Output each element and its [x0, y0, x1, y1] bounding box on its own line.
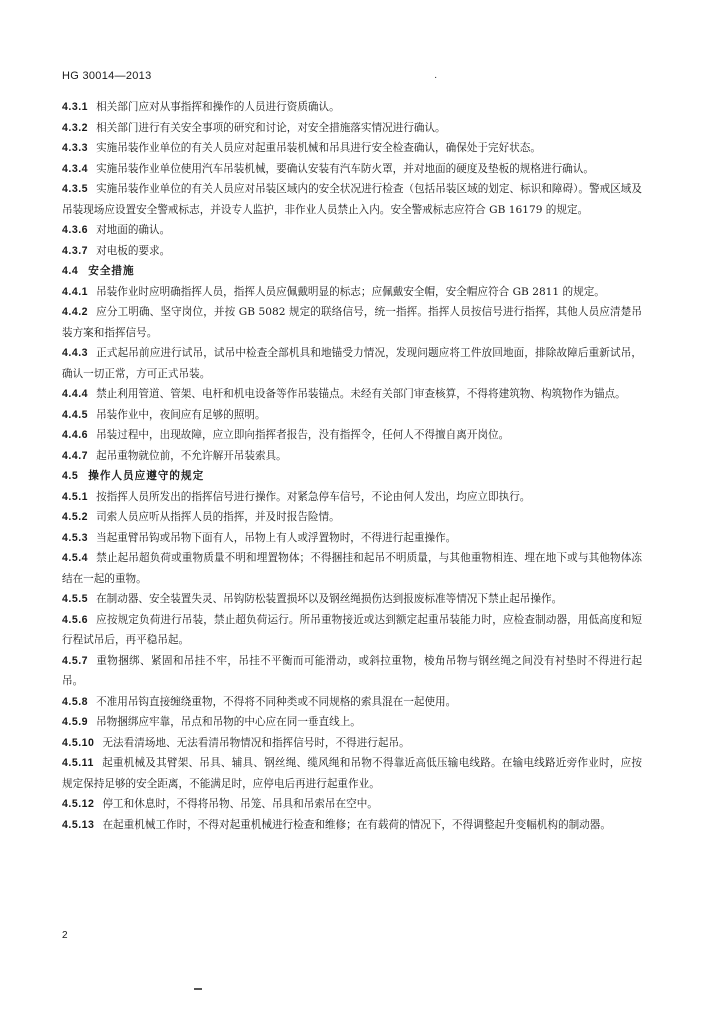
clause-paragraph	[62, 610, 642, 651]
clause-paragraph	[62, 528, 642, 549]
clause-paragraph	[62, 179, 642, 220]
clause-paragraph	[62, 548, 642, 589]
clause-number: 4.5	[62, 470, 79, 482]
clause-paragraph	[62, 97, 642, 118]
clause-paragraph	[62, 118, 642, 139]
clause-paragraph	[62, 589, 642, 610]
clause-paragraph	[62, 794, 642, 815]
clause-paragraph	[62, 138, 642, 159]
clause-text: 吊物捆绑应牢靠，吊点和吊物的中心应在同一垂直线上。	[96, 716, 361, 728]
clause-number: 4.5.1	[62, 490, 89, 503]
clause-text: 正式起吊前应进行试吊，试吊中检查全部机具和地锚受力情况，发现问题应将工件放回地面，排除故障后重新试吊，确认一切正常，方可正式吊装。	[62, 347, 642, 380]
clause-text: 对地面的确认。	[96, 224, 171, 236]
clause-number: 4.5.10	[62, 736, 95, 749]
clause-text: 在制动器、安全装置失灵、吊钩防松装置损坏以及钢丝绳损伤达到报废标准等情况下禁止起吊操作。	[96, 593, 563, 605]
clause-number: 4.5.11	[62, 757, 94, 769]
clause-text: 对电板的要求。	[96, 244, 171, 257]
clause-number: 4.3.2	[62, 121, 89, 134]
heading-text: 操作人员应遵守的规定	[88, 470, 205, 482]
clause-number: 4.5.3	[62, 531, 89, 544]
clause-number: 4.5.6	[62, 613, 89, 626]
clause-paragraph	[62, 384, 642, 405]
clause-text: 在起重机械工作时，不得对起重机械进行检查和维修；在有载荷的情况下，不得调整起升变幅机构的制动器。	[102, 818, 611, 831]
clause-text: 起吊重物就位前，不允许解开吊装索具。	[96, 449, 287, 462]
clause-text: 吊装作业中，夜间应有足够的照明。	[96, 408, 266, 421]
clause-text: 实施吊装作业单位的有关人员应对吊装区域内的安全状况进行检查（包括吊装区域的划定、标识和障碍）。警戒区域及吊装现场应设置安全警戒标志，并设专人监护，非作业人员禁止入内。安全警戒标志应符合 GB 16179 的规定。	[62, 183, 642, 216]
clause-text: 起重机械及其臂架、吊具、辅具、钢丝绳、缆风绳和吊物不得靠近高低压输电线路。在输电线路近旁作业时，应按规定保持足够的安全距离，不能满足时，应停电后再进行起重作业。	[62, 757, 642, 790]
clause-number: 4.5.9	[62, 716, 89, 728]
header-dot: ·	[434, 72, 438, 83]
clause-paragraph	[62, 282, 642, 303]
clause-number: 4.4.5	[62, 408, 89, 421]
clause-paragraph	[62, 712, 642, 733]
clause-paragraph	[62, 425, 642, 446]
clause-paragraph	[62, 815, 642, 836]
clause-paragraph	[62, 446, 642, 467]
clause-paragraph	[62, 651, 642, 692]
clause-paragraph	[62, 753, 642, 794]
clause-number: 4.3.6	[62, 224, 89, 236]
clause-text: 禁止利用管道、管架、电杆和机电设备等作吊装锚点。未经有关部门审查核算，不得将建筑物、构筑物作为锚点。	[96, 388, 626, 400]
clause-paragraph	[62, 405, 642, 426]
clause-number: 4.3.3	[62, 142, 89, 154]
document-code: HG 30014—2013	[62, 70, 152, 82]
clause-paragraph	[62, 220, 642, 241]
clause-number: 4.5.12	[62, 798, 95, 810]
clause-paragraph	[62, 487, 642, 508]
clause-number: 4.4.6	[62, 429, 89, 441]
document-body	[62, 97, 642, 835]
clause-number: 4.4.2	[62, 306, 89, 318]
clause-number: 4.4.3	[62, 347, 89, 359]
clause-text: 相关部门应对从事指挥和操作的人员进行资质确认。	[96, 101, 340, 113]
clause-number: 4.4.1	[62, 285, 89, 298]
clause-text: 相关部门进行有关安全事项的研究和讨论，对安全措施落实情况进行确认。	[96, 121, 446, 134]
clause-text: 不准用吊钩直接缠绕重物，不得将不同种类或不同规格的索具混在一起使用。	[96, 695, 457, 708]
clause-paragraph	[62, 159, 642, 180]
clause-text: 无法看清场地、无法看清吊物情况和指挥信号时，不得进行起吊。	[102, 736, 410, 749]
clause-number: 4.3.5	[62, 183, 89, 195]
clause-paragraph	[62, 733, 642, 754]
clause-text: 应分工明确、坚守岗位，并按 GB 5082 规定的联络信号，统一指挥。指挥人员按信号进行指挥，其他人员应清楚吊装方案和指挥信号。	[62, 306, 642, 339]
footer-mark	[194, 988, 202, 990]
clause-number: 4.5.4	[62, 552, 89, 564]
clause-number: 4.5.5	[62, 593, 89, 605]
clause-text: 重物捆绑、紧固和吊挂不牢，吊挂不平衡而可能滑动，或斜拉重物，棱角吊物与钢丝绳之间没有衬垫时不得进行起吊。	[62, 654, 642, 687]
clause-paragraph	[62, 241, 642, 262]
page-number: 2	[62, 930, 68, 941]
clause-text: 应按规定负荷进行吊装，禁止超负荷运行。所吊重物接近或达到额定起重吊装能力时，应检查制动器，用低高度和短行程试吊后，再平稳吊起。	[62, 613, 642, 646]
clause-paragraph	[62, 343, 642, 384]
clause-number: 4.4	[62, 265, 79, 277]
clause-number: 4.5.7	[62, 654, 89, 667]
clause-text: 吊装作业时应明确指挥人员，指挥人员应佩戴明显的标志；应佩戴安全帽，安全帽应符合 GB 2811 的规定。	[96, 285, 605, 298]
clause-text: 实施吊装作业单位的有关人员应对起重吊装机械和吊具进行安全检查确认，确保处于完好状态。	[96, 142, 541, 154]
clause-text: 司索人员应听从指挥人员的指挥，并及时报告险情。	[96, 511, 340, 523]
heading-text: 安全措施	[88, 265, 135, 277]
clause-paragraph	[62, 302, 642, 343]
section-heading	[62, 261, 642, 282]
section-heading	[62, 466, 642, 487]
clause-text: 实施吊装作业单位使用汽车吊装机械，要确认安装有汽车防火罩，并对地面的硬度及垫板的规格进行确认。	[96, 162, 594, 175]
clause-number: 4.4.4	[62, 388, 89, 400]
clause-number: 4.3.1	[62, 101, 89, 113]
clause-paragraph	[62, 507, 642, 528]
clause-number: 4.4.7	[62, 449, 89, 462]
clause-paragraph	[62, 692, 642, 713]
clause-number: 4.3.7	[62, 244, 89, 257]
clause-number: 4.5.8	[62, 695, 89, 708]
clause-number: 4.5.13	[62, 818, 95, 831]
clause-text: 当起重臂吊钩或吊物下面有人，吊物上有人或浮置物时，不得进行起重操作。	[96, 531, 457, 544]
clause-text: 吊装过程中，出现故障，应立即向指挥者报告，没有指挥令，任何人不得擅自离开岗位。	[96, 429, 510, 441]
clause-text: 停工和休息时，不得将吊物、吊笼、吊具和吊索吊在空中。	[102, 798, 378, 810]
clause-number: 4.3.4	[62, 162, 89, 175]
clause-text: 禁止起吊超负荷或重物质量不明和埋置物体；不得捆挂和起吊不明质量，与其他重物相连、埋在地下或与其他物体冻结在一起的重物。	[62, 552, 642, 585]
clause-number: 4.5.2	[62, 511, 89, 523]
clause-text: 按指挥人员所发出的指挥信号进行操作。对紧急停车信号，不论由何人发出，均应立即执行。	[96, 490, 531, 503]
